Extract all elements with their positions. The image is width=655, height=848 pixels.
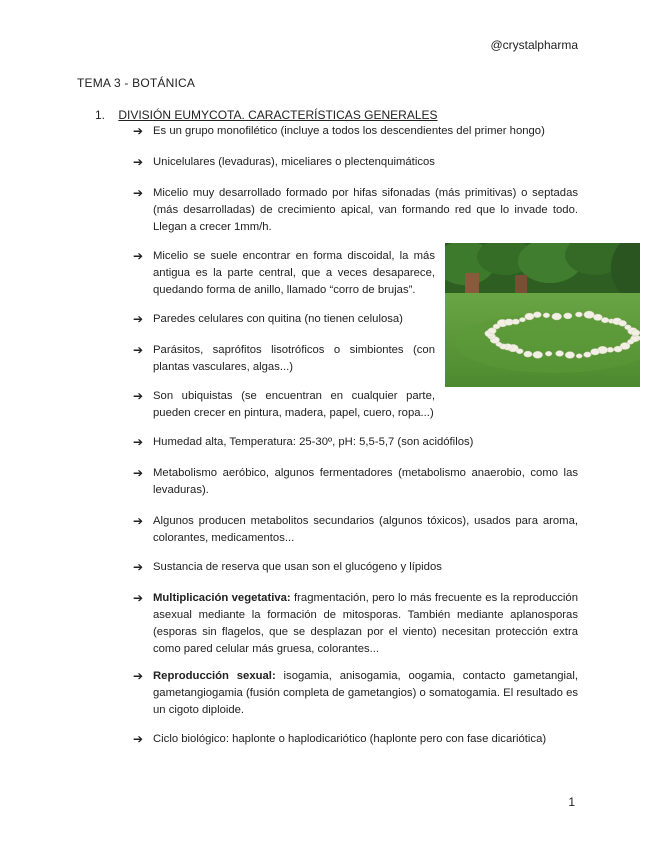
bullet-text: Es un grupo monofilético (incluye a todos los descendientes del primer hongo) — [153, 125, 545, 137]
bullet-text: Paredes celulares con quitina (no tienen celulosa) — [153, 313, 403, 325]
mushroom — [591, 349, 600, 355]
bullet-text: Unicelulares (levaduras), miceliares o plectenquimáticos — [153, 156, 435, 168]
right-arrow-icon: ➔ — [133, 343, 144, 357]
section-heading — [95, 108, 438, 122]
mushroom — [614, 346, 622, 352]
list-item — [133, 731, 578, 748]
list-item — [133, 465, 578, 499]
mushroom — [533, 351, 543, 358]
mushroom — [564, 313, 572, 319]
bullet-bold-term: Reproducción sexual: — [153, 670, 276, 682]
right-arrow-icon: ➔ — [133, 466, 144, 480]
bullet-text-rest: isogamia, anisogamia, oogamia, contacto gametangial, gametangiogamia (fusión completa de gametangios) o somatogamia. El resultado es un cigoto diploide. — [153, 670, 578, 716]
mushroom — [512, 319, 520, 324]
list-item — [133, 248, 435, 299]
mushroom — [565, 352, 574, 359]
right-arrow-icon: ➔ — [133, 669, 144, 683]
mushroom — [543, 313, 550, 318]
bullet-text: Metabolismo aeróbico, algunos fermentadores (metabolismo anaerobio, como las levaduras). — [153, 467, 578, 496]
right-arrow-icon: ➔ — [133, 435, 144, 449]
mushroom — [545, 351, 552, 356]
list-item — [133, 434, 578, 451]
list-item — [133, 668, 578, 719]
mushroom — [601, 317, 609, 322]
bullet-text: Sustancia de reserva que usan son el glucógeno y lípidos — [153, 561, 442, 573]
bullet-text: Micelio muy desarrollado formado por hifas sifonadas (más primitivas) o septadas (más desarrolladas) de crecimiento apical, van formando red que lo invade todo. Llegan a crecer 1mm/h. — [153, 187, 578, 233]
bullet-text: Parásitos, saprófitos lisotróficos o simbiontes (con plantas vasculares, algas...) — [153, 344, 435, 373]
list-item — [133, 123, 578, 140]
bullet-text-rest: fragmentación, pero lo más frecuente es la reproducción asexual mediante la formación de mitosporas. También mediante aplanosporas (esporas sin flagelos, que se desplazan por el viento) necesitan protección extra como pared celular más gruesa, colorantes... — [153, 592, 578, 655]
bullet-text — [153, 668, 578, 719]
list-item — [133, 311, 435, 328]
list-item — [133, 185, 578, 236]
bullet-text: Ciclo biológico: haplonte o haplodicariótico (haplonte pero con fase dicariótica) — [153, 733, 547, 745]
right-arrow-icon: ➔ — [133, 155, 144, 169]
list-item — [133, 559, 578, 576]
section-number: 1. — [95, 108, 106, 122]
list-item — [133, 513, 578, 547]
bullet-text — [153, 590, 578, 658]
mushroom — [533, 312, 541, 318]
right-arrow-icon: ➔ — [133, 591, 144, 605]
right-arrow-icon: ➔ — [133, 732, 144, 746]
mushroom — [556, 351, 564, 357]
mushroom — [525, 313, 534, 320]
bullet-text: Son ubiquistas (se encuentran en cualquier parte, pueden crecer en pintura, madera, papel, cuero, ropa...) — [153, 390, 435, 419]
fairy-ring-photo — [445, 243, 640, 387]
fairy-ring-illustration — [445, 243, 640, 387]
right-arrow-icon: ➔ — [133, 514, 144, 528]
right-arrow-icon: ➔ — [133, 249, 144, 263]
mushroom — [593, 314, 602, 320]
mushroom — [584, 311, 594, 318]
mushroom — [552, 313, 562, 320]
right-arrow-icon: ➔ — [133, 186, 144, 200]
document-title: TEMA 3 - BOTÁNICA — [77, 76, 196, 90]
section-title: DIVISIÓN EUMYCOTA. CARACTERÍSTICAS GENERALES — [118, 108, 438, 122]
mushroom — [584, 352, 592, 357]
right-arrow-icon: ➔ — [133, 560, 144, 574]
mushroom — [632, 330, 640, 336]
mushroom — [575, 312, 582, 317]
right-arrow-icon: ➔ — [133, 389, 144, 403]
list-item — [133, 342, 435, 376]
bullet-bold-term: Multiplicación vegetativa: — [153, 592, 291, 604]
mushroom — [576, 354, 582, 358]
list-item — [133, 388, 435, 422]
author-handle: @crystalpharma — [490, 38, 578, 52]
bullet-text: Algunos producen metabolitos secundarios (algunos tóxicos), usados para aroma, colorantes, medicamentos... — [153, 515, 578, 544]
right-arrow-icon: ➔ — [133, 312, 144, 326]
page-number: 1 — [568, 795, 575, 809]
list-item — [133, 590, 578, 658]
mushroom — [519, 318, 525, 322]
list-item — [133, 154, 578, 171]
bullet-text: Micelio se suele encontrar en forma discoidal, la más antigua es la parte central, que a veces desaparece, quedando forma de anillo, llamado “corro de brujas”. — [153, 250, 435, 296]
right-arrow-icon: ➔ — [133, 124, 144, 138]
bullet-text: Humedad alta, Temperatura: 25-30º, pH: 5,5-5,7 (son acidófilos) — [153, 436, 474, 448]
mushroom — [524, 351, 532, 357]
